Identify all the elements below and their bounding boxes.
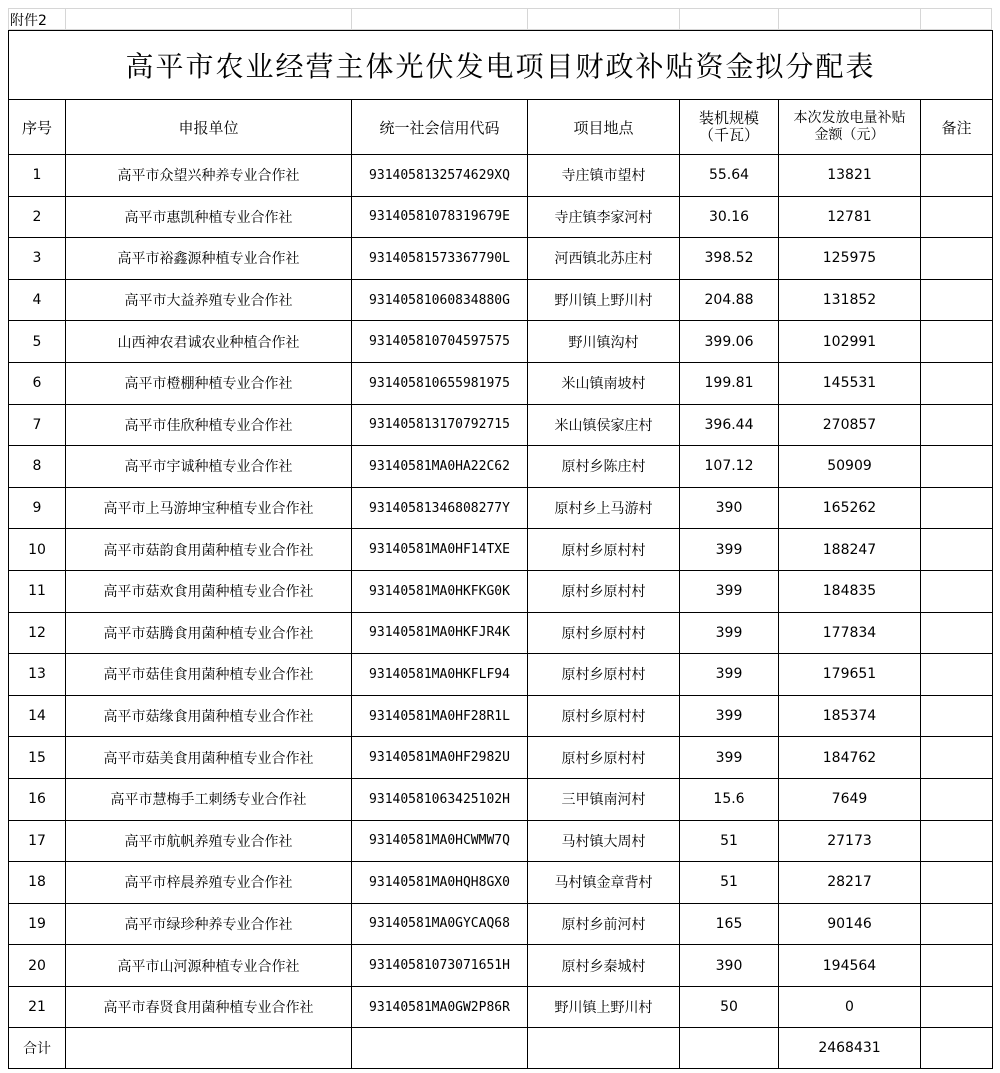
cell-remark — [921, 529, 993, 571]
cell-location: 野川镇上野川村 — [528, 279, 680, 321]
cell-remark — [921, 778, 993, 820]
cell-location: 原村乡原村村 — [528, 529, 680, 571]
cell-seq: 17 — [9, 820, 66, 862]
cell-capacity: 107.12 — [680, 446, 779, 488]
cell-credit-code: 93140581MA0HKFJR4K — [352, 612, 528, 654]
total-cell-empty — [528, 1028, 680, 1069]
cell-amount: 188247 — [779, 529, 921, 571]
attachment-label: 附件2 — [10, 13, 47, 29]
cell-capacity: 55.64 — [680, 155, 779, 197]
cell-unit: 高平市众望兴种养专业合作社 — [66, 155, 352, 197]
table-row — [9, 903, 993, 945]
cell-amount: 12781 — [779, 196, 921, 238]
table-row — [9, 778, 993, 820]
cell-amount: 184762 — [779, 737, 921, 779]
cell-credit-code: 93140581073071651H — [352, 945, 528, 987]
header-seq: 序号 — [9, 100, 66, 155]
cell-credit-code: 9314058132574629XQ — [352, 155, 528, 197]
table-row — [9, 446, 993, 488]
cell-capacity: 51 — [680, 820, 779, 862]
cell-capacity: 15.6 — [680, 778, 779, 820]
cell-remark — [921, 737, 993, 779]
cell-credit-code: 931405810655981975 — [352, 362, 528, 404]
cell-capacity: 398.52 — [680, 238, 779, 280]
cell-amount: 102991 — [779, 321, 921, 363]
cell-location: 原村乡陈庄村 — [528, 446, 680, 488]
cell-seq: 14 — [9, 695, 66, 737]
cell-capacity: 165 — [680, 903, 779, 945]
total-cell-empty — [352, 1028, 528, 1069]
cell-unit: 高平市惠凯种植专业合作社 — [66, 196, 352, 238]
cell-amount: 179651 — [779, 654, 921, 696]
cell-amount: 184835 — [779, 570, 921, 612]
header-subsidy-line1: 本次发放电量补贴 — [793, 110, 906, 126]
cell-credit-code: 931405813170792715 — [352, 404, 528, 446]
cell-location: 河西镇北苏庄村 — [528, 238, 680, 280]
cell-seq: 1 — [9, 155, 66, 197]
table-row — [9, 986, 993, 1028]
cell-credit-code: 93140581078319679E — [352, 196, 528, 238]
cell-location: 原村乡原村村 — [528, 612, 680, 654]
cell-seq: 5 — [9, 321, 66, 363]
cell-seq: 11 — [9, 570, 66, 612]
cell-capacity: 390 — [680, 945, 779, 987]
cell-remark — [921, 196, 993, 238]
cell-seq: 10 — [9, 529, 66, 571]
total-cell-empty — [680, 1028, 779, 1069]
cell-seq: 19 — [9, 903, 66, 945]
cell-unit: 高平市菇缘食用菌种植专业合作社 — [66, 695, 352, 737]
cell-remark — [921, 446, 993, 488]
cell-unit: 高平市菇欢食用菌种植专业合作社 — [66, 570, 352, 612]
cell-unit: 高平市橙棚种植专业合作社 — [66, 362, 352, 404]
cell-capacity: 399.06 — [680, 321, 779, 363]
cell-unit: 山西神农君诚农业种植合作社 — [66, 321, 352, 363]
table-row — [9, 695, 993, 737]
cell-location: 原村乡秦城村 — [528, 945, 680, 987]
cell-remark — [921, 321, 993, 363]
cell-location: 原村乡原村村 — [528, 695, 680, 737]
cell-capacity: 50 — [680, 986, 779, 1028]
table-row — [9, 612, 993, 654]
cell-remark — [921, 612, 993, 654]
cell-remark — [921, 404, 993, 446]
cell-credit-code: 93140581063425102H — [352, 778, 528, 820]
cell-capacity: 399 — [680, 695, 779, 737]
cell-capacity: 396.44 — [680, 404, 779, 446]
total-amount: 2468431 — [779, 1028, 921, 1069]
cell-credit-code: 93140581MA0HF14TXE — [352, 529, 528, 571]
header-subsidy-line2: 金额（元） — [814, 127, 885, 143]
page-title: 高平市农业经营主体光伏发电项目财政补贴资金拟分配表 — [9, 31, 993, 100]
table-row — [9, 362, 993, 404]
cell-remark — [921, 820, 993, 862]
cell-remark — [921, 570, 993, 612]
table-row — [9, 737, 993, 779]
cell-amount: 270857 — [779, 404, 921, 446]
table-row — [9, 321, 993, 363]
total-cell-empty — [66, 1028, 352, 1069]
cell-amount: 0 — [779, 986, 921, 1028]
cell-seq: 18 — [9, 862, 66, 904]
table-row — [9, 487, 993, 529]
cell-location: 原村乡上马游村 — [528, 487, 680, 529]
cell-capacity: 199.81 — [680, 362, 779, 404]
cell-credit-code: 93140581346808277Y — [352, 487, 528, 529]
cell-remark — [921, 279, 993, 321]
table-row — [9, 404, 993, 446]
cell-capacity: 51 — [680, 862, 779, 904]
cell-amount: 145531 — [779, 362, 921, 404]
cell-amount: 27173 — [779, 820, 921, 862]
cell-unit: 高平市菇美食用菌种植专业合作社 — [66, 737, 352, 779]
cell-remark — [921, 903, 993, 945]
table-row — [9, 155, 993, 197]
cell-seq: 4 — [9, 279, 66, 321]
cell-location: 野川镇上野川村 — [528, 986, 680, 1028]
cell-capacity: 390 — [680, 487, 779, 529]
cell-amount: 131852 — [779, 279, 921, 321]
cell-remark — [921, 362, 993, 404]
header-capacity-line2: （千瓦） — [698, 126, 759, 144]
cell-credit-code: 93140581MA0HF2982U — [352, 737, 528, 779]
cell-remark — [921, 862, 993, 904]
cell-credit-code: 93140581MA0HKFKG0K — [352, 570, 528, 612]
cell-seq: 2 — [9, 196, 66, 238]
table-row — [9, 196, 993, 238]
cell-amount: 90146 — [779, 903, 921, 945]
header-credit-code: 统一社会信用代码 — [352, 100, 528, 155]
cell-location: 米山镇南坡村 — [528, 362, 680, 404]
subsidy-table — [8, 30, 993, 1069]
cell-amount: 7649 — [779, 778, 921, 820]
cell-amount: 194564 — [779, 945, 921, 987]
header-row — [9, 100, 993, 155]
cell-location: 原村乡前河村 — [528, 903, 680, 945]
header-subsidy — [779, 100, 921, 155]
cell-unit: 高平市上马游坤宝种植专业合作社 — [66, 487, 352, 529]
cell-location: 马村镇金章背村 — [528, 862, 680, 904]
cell-unit: 高平市航帆养殖专业合作社 — [66, 820, 352, 862]
cell-seq: 13 — [9, 654, 66, 696]
cell-remark — [921, 487, 993, 529]
cell-amount: 125975 — [779, 238, 921, 280]
cell-location: 马村镇大周村 — [528, 820, 680, 862]
total-cell-empty — [921, 1028, 993, 1069]
cell-credit-code: 93140581MA0HA22C62 — [352, 446, 528, 488]
cell-remark — [921, 695, 993, 737]
cell-remark — [921, 654, 993, 696]
cell-remark — [921, 945, 993, 987]
table-row — [9, 820, 993, 862]
table-row — [9, 862, 993, 904]
cell-credit-code: 93140581MA0HQH8GX0 — [352, 862, 528, 904]
table-row — [9, 529, 993, 571]
cell-credit-code: 93140581MA0HKFLF94 — [352, 654, 528, 696]
cell-credit-code: 93140581MA0HCWMW7Q — [352, 820, 528, 862]
cell-capacity: 399 — [680, 737, 779, 779]
cell-location: 原村乡原村村 — [528, 654, 680, 696]
table-row — [9, 945, 993, 987]
cell-amount: 13821 — [779, 155, 921, 197]
cell-seq: 15 — [9, 737, 66, 779]
cell-credit-code: 931405810704597575 — [352, 321, 528, 363]
header-location: 项目地点 — [528, 100, 680, 155]
table-row — [9, 279, 993, 321]
cell-seq: 9 — [9, 487, 66, 529]
top-gridlines — [8, 8, 992, 30]
cell-unit: 高平市山河源种植专业合作社 — [66, 945, 352, 987]
cell-amount: 177834 — [779, 612, 921, 654]
cell-seq: 7 — [9, 404, 66, 446]
table-row — [9, 238, 993, 280]
cell-capacity: 399 — [680, 529, 779, 571]
cell-unit: 高平市裕鑫源种植专业合作社 — [66, 238, 352, 280]
cell-credit-code: 93140581573367790L — [352, 238, 528, 280]
cell-unit: 高平市佳欣种植专业合作社 — [66, 404, 352, 446]
cell-unit: 高平市菇佳食用菌种植专业合作社 — [66, 654, 352, 696]
cell-unit: 高平市菇韵食用菌种植专业合作社 — [66, 529, 352, 571]
cell-seq: 8 — [9, 446, 66, 488]
cell-seq: 16 — [9, 778, 66, 820]
cell-unit: 高平市慧梅手工刺绣专业合作社 — [66, 778, 352, 820]
cell-amount: 28217 — [779, 862, 921, 904]
cell-capacity: 399 — [680, 612, 779, 654]
cell-unit: 高平市绿珍种养专业合作社 — [66, 903, 352, 945]
cell-location: 寺庄镇市望村 — [528, 155, 680, 197]
total-row — [9, 1028, 993, 1069]
cell-credit-code: 93140581MA0HF28R1L — [352, 695, 528, 737]
cell-remark — [921, 238, 993, 280]
table-row — [9, 570, 993, 612]
cell-capacity: 30.16 — [680, 196, 779, 238]
header-remark: 备注 — [921, 100, 993, 155]
cell-location: 三甲镇南河村 — [528, 778, 680, 820]
cell-capacity: 399 — [680, 570, 779, 612]
header-capacity — [680, 100, 779, 155]
cell-seq: 6 — [9, 362, 66, 404]
cell-seq: 20 — [9, 945, 66, 987]
total-label: 合计 — [9, 1028, 66, 1069]
cell-unit: 高平市梓晨养殖专业合作社 — [66, 862, 352, 904]
cell-credit-code: 93140581060834880G — [352, 279, 528, 321]
cell-amount: 165262 — [779, 487, 921, 529]
cell-unit: 高平市宇诚种植专业合作社 — [66, 446, 352, 488]
cell-seq: 3 — [9, 238, 66, 280]
cell-location: 寺庄镇李家河村 — [528, 196, 680, 238]
cell-credit-code: 93140581MA0GYCAQ68 — [352, 903, 528, 945]
cell-remark — [921, 155, 993, 197]
cell-seq: 21 — [9, 986, 66, 1028]
cell-unit: 高平市春贤食用菌种植专业合作社 — [66, 986, 352, 1028]
cell-remark — [921, 986, 993, 1028]
cell-location: 野川镇沟村 — [528, 321, 680, 363]
cell-amount: 50909 — [779, 446, 921, 488]
cell-unit: 高平市大益养殖专业合作社 — [66, 279, 352, 321]
cell-location: 米山镇侯家庄村 — [528, 404, 680, 446]
cell-capacity: 204.88 — [680, 279, 779, 321]
cell-unit: 高平市菇腾食用菌种植专业合作社 — [66, 612, 352, 654]
cell-location: 原村乡原村村 — [528, 737, 680, 779]
cell-credit-code: 93140581MA0GW2P86R — [352, 986, 528, 1028]
cell-seq: 12 — [9, 612, 66, 654]
header-capacity-line1: 装机规模 — [698, 109, 759, 127]
cell-capacity: 399 — [680, 654, 779, 696]
table-row — [9, 654, 993, 696]
header-unit: 申报单位 — [66, 100, 352, 155]
cell-amount: 185374 — [779, 695, 921, 737]
cell-location: 原村乡原村村 — [528, 570, 680, 612]
